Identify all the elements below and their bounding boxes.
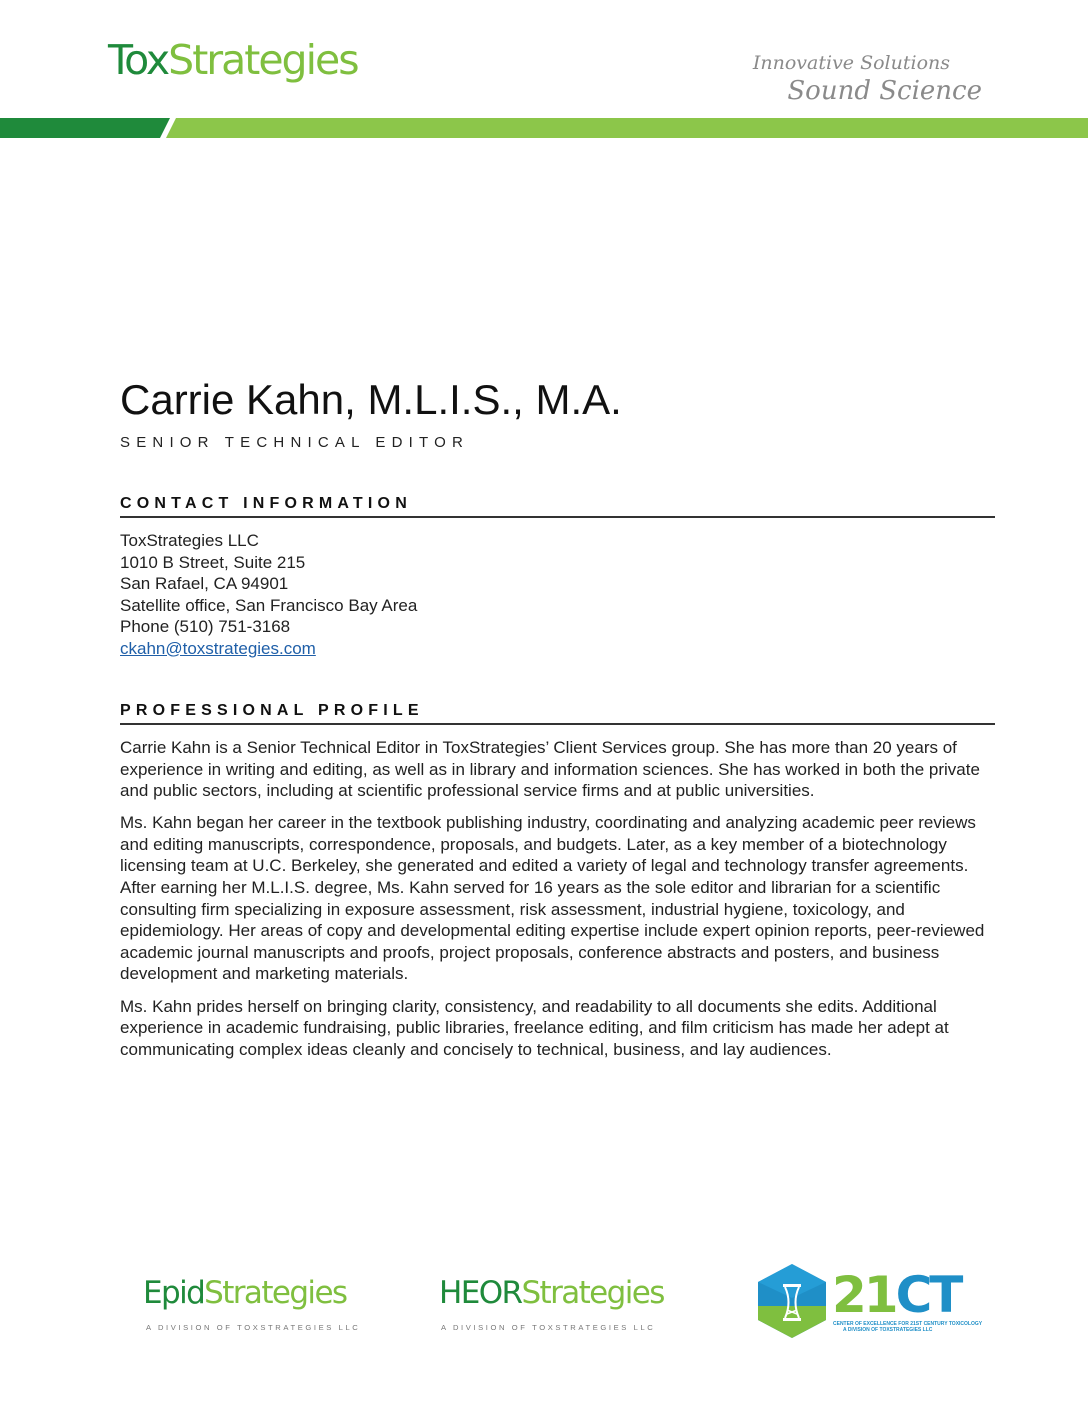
contact-satellite: Satellite office, San Francisco Bay Area <box>120 595 418 615</box>
heor-division-text: A DIVISION OF TOXSTRATEGIES LLC <box>441 1323 656 1332</box>
profile-body <box>120 737 990 1071</box>
dna-hourglass-hexagon-icon <box>756 1262 828 1340</box>
21ct-logo <box>832 1266 961 1324</box>
logo-part-strategies: Strategies <box>168 36 358 84</box>
epid-division-text: A DIVISION OF TOXSTRATEGIES LLC <box>146 1323 361 1332</box>
profile-paragraph: Ms. Kahn began her career in the textbook publishing industry, coordinating and analyzing academic peer reviews and editing manuscripts, correspondence, proposals, and budgets. Later, as a key member of a biotechnology licensing team at U.C. Berkeley, she generated and edited a variety of legal and technology transfer agreements. After earning her M.L.I.S. degree, Ms. Kahn served for 16 years as the sole editor and librarian for a scientific consulting firm specializing in exposure assessment, risk assessment, industrial hygiene, toxicology, and epidemiology. Her areas of copy and developmental editing expertise include expert opinion reports, peer-reviewed academic journal manuscripts and proofs, project proposals, conference abstracts and posters, and business development and marketing materials. <box>120 813 985 984</box>
contact-email-link[interactable]: ckahn@toxstrategies.com <box>120 638 316 658</box>
profile-heading: PROFESSIONAL PROFILE <box>120 702 995 725</box>
contact-city: San Rafael, CA 94901 <box>120 574 289 593</box>
tagline-innovative-solutions: Innovative Solutions <box>752 52 950 74</box>
21ct-subtitle-line1: CENTER OF EXCELLENCE FOR 21ST CENTURY TOXICOLOGY <box>833 1321 983 1327</box>
toxstrategies-logo <box>108 36 358 84</box>
profile-paragraph: Carrie Kahn is a Senior Technical Editor in ToxStrategies’ Client Services group. She has more than 20 years of experience in writing and editing, as well as in library and information sciences. She has worked in both the private and public sectors, including at scientific professional service firms and at public universities. <box>120 738 980 801</box>
epidstrategies-logo <box>143 1275 347 1311</box>
contact-street: 1010 B Street, Suite 215 <box>120 552 306 572</box>
contact-company: ToxStrategies LLC <box>120 531 259 550</box>
person-title: SENIOR TECHNICAL EDITOR <box>120 434 470 451</box>
profile-paragraph: Ms. Kahn prides herself on bringing clarity, consistency, and readability to all documents she edits. Additional experience in academic fundraising, public libraries, freelance editing, and film criticism has made her adept at communicating complex ideas cleanly and concisely to technical, business, and lay audiences. <box>120 996 949 1059</box>
21ct-number: 21 <box>832 1266 896 1324</box>
contact-block <box>120 530 417 659</box>
heor-logo-part1: HEOR <box>439 1275 522 1311</box>
tagline-sound-science: Sound Science <box>787 76 982 106</box>
21ct-subtitle-line2: A DIVISION OF TOXSTRATEGIES LLC <box>843 1327 933 1333</box>
21ct-letters: CT <box>895 1266 961 1324</box>
epid-logo-part2: Strategies <box>204 1275 347 1311</box>
21ct-subtitle <box>833 1321 983 1333</box>
contact-phone: Phone (510) 751-3168 <box>120 617 291 636</box>
heor-logo-part2: Strategies <box>521 1275 664 1311</box>
header-color-band <box>0 118 1088 138</box>
heorstrategies-logo <box>439 1275 664 1311</box>
person-name: Carrie Kahn, M.L.I.S., M.A. <box>120 376 622 423</box>
logo-part-tox: Tox <box>108 36 169 84</box>
epid-logo-part1: Epid <box>143 1275 205 1311</box>
contact-heading: CONTACT INFORMATION <box>120 495 995 518</box>
